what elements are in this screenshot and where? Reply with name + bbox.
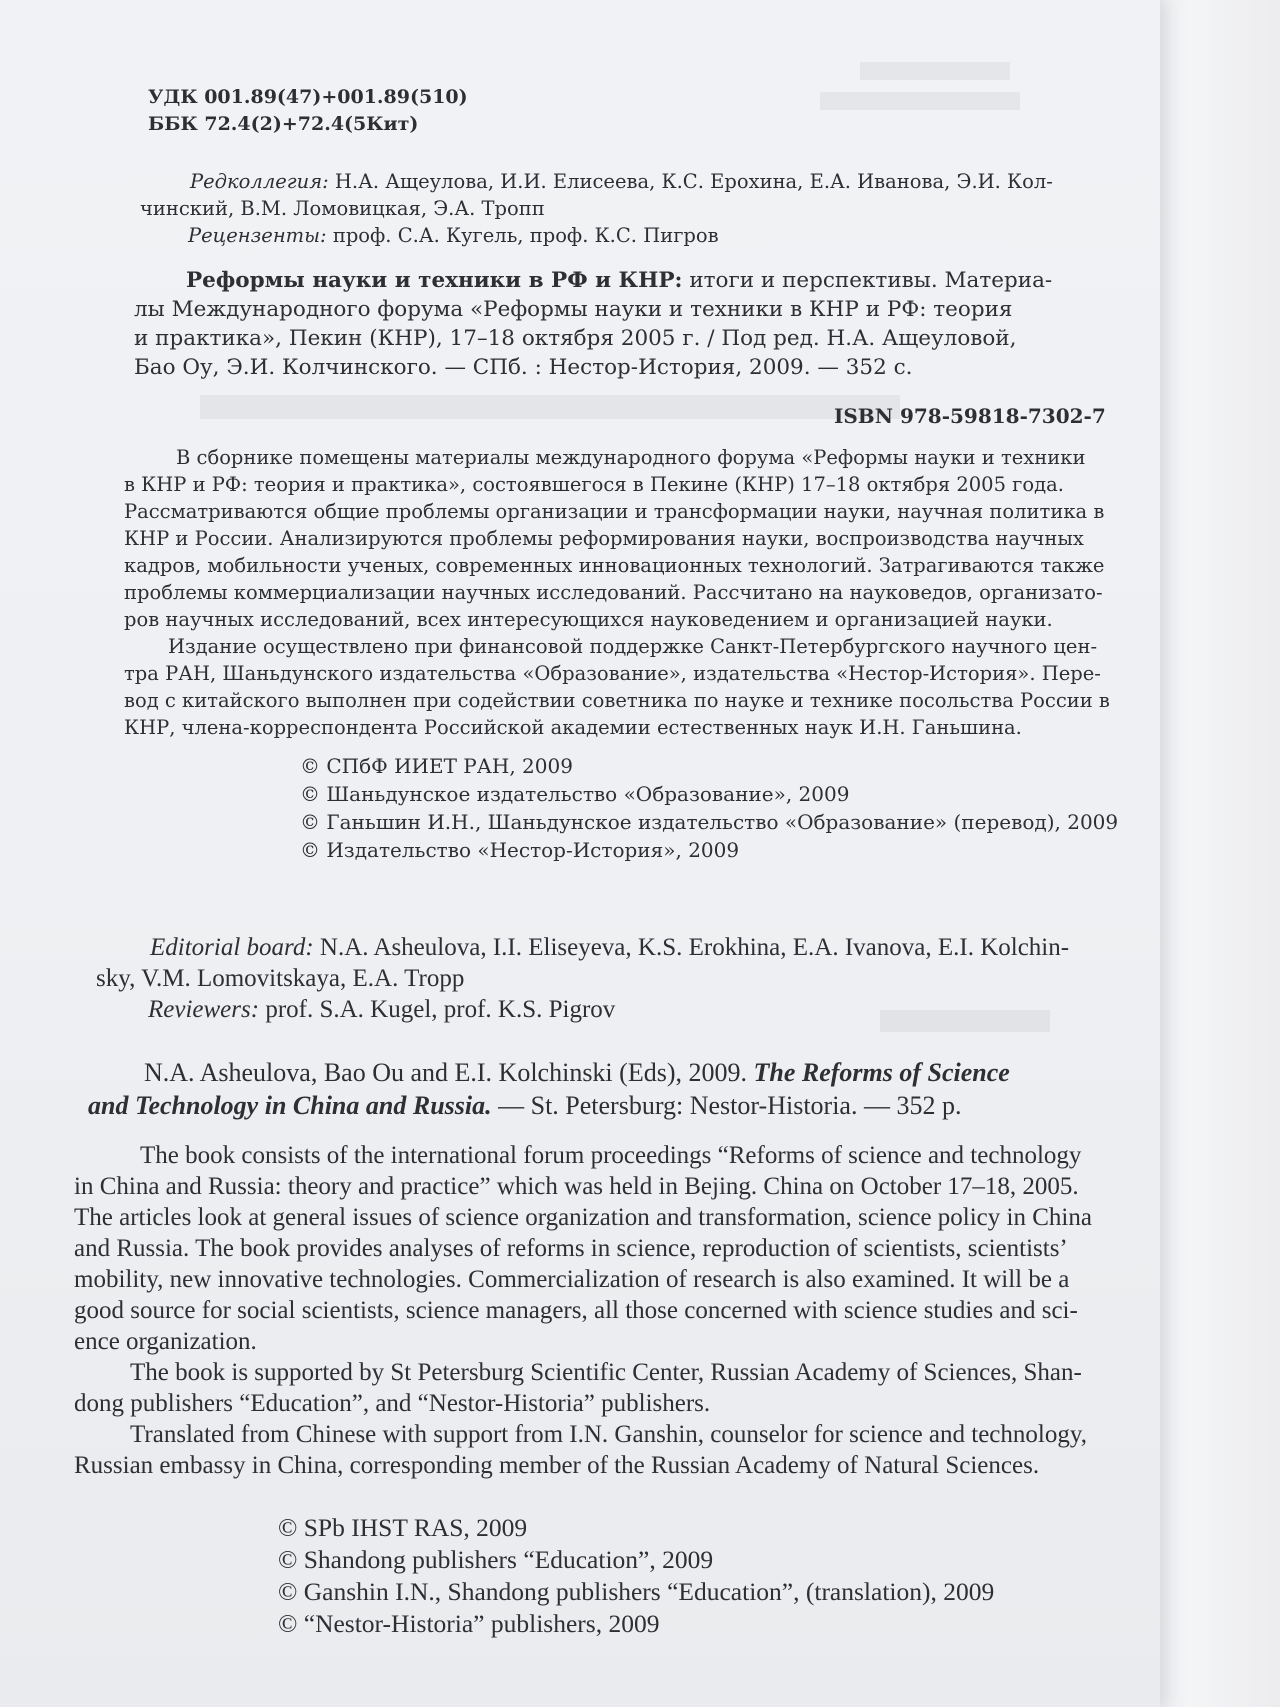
ru-support-line: тра РАН, Шаньдунского издательства «Образование», издательства «Нестор-История». Пере- bbox=[124, 662, 1101, 685]
ru-board-names-cont: чинский, В.М. Ломовицкая, Э.А. Тропп bbox=[140, 197, 545, 220]
show-through-mark bbox=[820, 92, 1020, 110]
ru-title-subtitle: итоги и перспективы. Материа- bbox=[682, 268, 1053, 293]
ru-copyrights bbox=[300, 752, 1118, 864]
en-abstract-line: The articles look at general issues of science organization and transformation, science policy in China bbox=[74, 1204, 1092, 1231]
en-book-title: The Reforms of Science bbox=[753, 1058, 1010, 1087]
en-board-names: N.A. Asheulova, I.I. Eliseyeva, K.S. Erokhina, E.A. Ivanova, E.I. Kolchin- bbox=[313, 934, 1070, 961]
en-copyright-line: © “Nestor-Historia” publishers, 2009 bbox=[278, 1609, 660, 1638]
en-copyright-line: © Shandong publishers “Education”, 2009 bbox=[278, 1545, 714, 1574]
ru-abstract bbox=[124, 444, 1110, 741]
bbk-code: ББК 72.4(2)+72.4(5Кит) bbox=[148, 113, 419, 135]
ru-board-names: Н.А. Ащеулова, И.И. Елисеева, К.С. Ерохина, Е.А. Иванова, Э.И. Кол- bbox=[328, 170, 1053, 193]
ru-record-line: лы Международного форума «Реформы науки и техники в КНР и РФ: теория bbox=[134, 297, 1013, 322]
en-reviewers-label: Reviewers: bbox=[148, 996, 260, 1023]
en-abstract-line: good source for social scientists, science managers, all those concerned with science studies and sci- bbox=[74, 1297, 1078, 1324]
ru-support-line: вод с китайского выполнен при содействии советника по науке и технике посольства России в bbox=[124, 689, 1110, 712]
en-abstract-line: in China and Russia: theory and practice” which was held in Bejing. China on October 17–18, 2005. bbox=[74, 1173, 1079, 1200]
en-citation-authors: N.A. Asheulova, Bao Ou and E.I. Kolchinski (Eds), 2009. bbox=[144, 1058, 754, 1087]
en-reviewers-names: prof. S.A. Kugel, prof. K.S. Pigrov bbox=[259, 996, 616, 1023]
en-abstract-line: ence organization. bbox=[74, 1328, 257, 1355]
ru-abstract-line: КНР и России. Анализируются проблемы реформирования науки, воспроизводства научных bbox=[124, 527, 1084, 550]
en-support-line: dong publishers “Education”, and “Nestor-Historia” publishers. bbox=[74, 1390, 711, 1417]
ru-record-line: Бао Оу, Э.И. Колчинского. — СПб. : Нестор-История, 2009. — 352 с. bbox=[134, 355, 913, 380]
ru-abstract-line: ров научных исследований, всех интересующихся науковедением и организацией науки. bbox=[124, 608, 1053, 631]
en-board-names-cont: sky, V.M. Lomovitskaya, E.A. Tropp bbox=[96, 965, 465, 992]
ru-support-line: КНР, члена-корреспондента Российской академии естественных наук И.Н. Ганьшина. bbox=[124, 716, 1022, 739]
en-abstract-line: mobility, new innovative technologies. Commercialization of research is also examined. It will be a bbox=[74, 1266, 1070, 1293]
ru-abstract-line: Рассматриваются общие проблемы организации и трансформации науки, научная политика в bbox=[124, 500, 1105, 523]
ru-reviewers-label: Рецензенты: bbox=[188, 224, 327, 247]
ru-support-line: Издание осуществлено при финансовой поддержке Санкт-Петербургского научного цен- bbox=[168, 635, 1098, 658]
show-through-mark bbox=[860, 62, 1010, 80]
ru-bibliographic-record bbox=[134, 266, 1052, 382]
adjacent-page-edge bbox=[1150, 0, 1280, 1707]
ru-copyright-line: © СПбФ ИИЕТ РАН, 2009 bbox=[300, 754, 573, 778]
ru-abstract-line: В сборнике помещены материалы международного форума «Реформы науки и техники bbox=[176, 446, 1086, 469]
en-citation bbox=[88, 1056, 1010, 1122]
ru-record-line: и практика», Пекин (КНР), 17–18 октября 2005 г. / Под ред. Н.А. Ащеуловой, bbox=[134, 326, 1017, 351]
ru-abstract-line: кадров, мобильности ученых, современных инновационных технологий. Затрагиваются также bbox=[124, 554, 1105, 577]
isbn: ISBN 978-59818-7302-7 bbox=[834, 404, 1106, 428]
en-editorial-board bbox=[96, 932, 1069, 1025]
en-book-title-cont: and Technology in China and Russia. bbox=[88, 1091, 492, 1120]
ru-board-label: Редколлегия: bbox=[190, 170, 329, 193]
en-translation-line: Russian embassy in China, corresponding member of the Russian Academy of Natural Sciences. bbox=[74, 1452, 1040, 1479]
ru-copyright-line: © Шаньдунское издательство «Образование», 2009 bbox=[300, 782, 850, 806]
ru-abstract-line: в КНР и РФ: теория и практика», состоявшегося в Пекине (КНР) 17–18 октября 2005 года. bbox=[124, 473, 1064, 496]
en-board-label: Editorial board: bbox=[150, 934, 314, 961]
en-copyright-line: © SPb IHST RAS, 2009 bbox=[278, 1513, 528, 1542]
en-support-line: The book is supported by St Petersburg Scientific Center, Russian Academy of Sciences, Shan- bbox=[130, 1359, 1082, 1386]
show-through-mark bbox=[200, 395, 900, 419]
en-copyright-line: © Ganshin I.N., Shandong publishers “Education”, (translation), 2009 bbox=[278, 1577, 995, 1606]
ru-book-title: Реформы науки и техники в РФ и КНР: bbox=[186, 268, 683, 293]
en-abstract-line: The book consists of the international forum proceedings “Reforms of science and technology bbox=[140, 1142, 1082, 1169]
ru-reviewers-names: проф. С.А. Кугель, проф. К.С. Пигров bbox=[326, 224, 719, 247]
ru-abstract-line: проблемы коммерциализации научных исследований. Рассчитано на науковедов, организато- bbox=[124, 581, 1103, 604]
en-copyrights bbox=[278, 1512, 994, 1640]
udk-code: УДК 001.89(47)+001.89(510) bbox=[148, 86, 468, 108]
classification-codes bbox=[148, 84, 468, 138]
en-abstract bbox=[74, 1140, 1092, 1481]
ru-copyright-line: © Издательство «Нестор-История», 2009 bbox=[300, 838, 740, 862]
ru-copyright-line: © Ганьшин И.Н., Шаньдунское издательство «Образование» (перевод), 2009 bbox=[300, 810, 1119, 834]
en-abstract-line: and Russia. The book provides analyses of reforms in science, reproduction of scientists, scientists’ bbox=[74, 1235, 1068, 1262]
ru-editorial-board bbox=[140, 168, 1053, 249]
en-translation-line: Translated from Chinese with support from I.N. Ganshin, counselor for science and technology, bbox=[130, 1421, 1087, 1448]
en-citation-publisher: — St. Petersburg: Nestor-Historia. — 352 p. bbox=[491, 1091, 962, 1120]
